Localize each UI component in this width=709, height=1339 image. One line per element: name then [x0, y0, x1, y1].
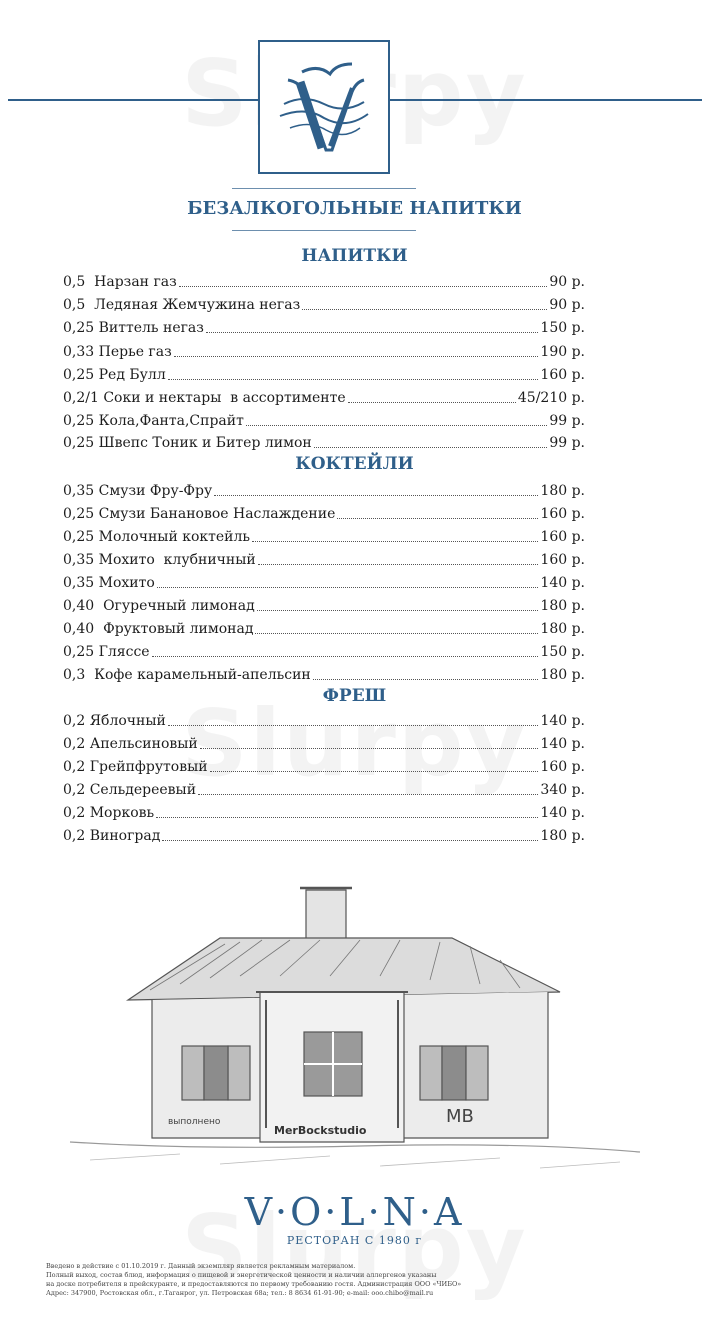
footer-line: Полный выход, состав блюд, информация о пищевой и энергетической ценности и наличии аллергенов указаны: [46, 1271, 437, 1279]
leader-dots: [210, 771, 539, 772]
item-name: 0,5 Нарзан газ: [63, 274, 177, 290]
menu-item: [63, 341, 585, 361]
footer-line: на доске потребителя в прейскуранте, и предоставляются по первому требованию гостя. Администрация ООО «ЧИБО»: [46, 1280, 462, 1288]
menu-item: [63, 710, 585, 730]
item-price: 150 р.: [540, 644, 585, 660]
menu-item: [63, 595, 585, 615]
item-name: 0,25 Ред Булл: [63, 367, 166, 383]
item-price: 180 р.: [540, 667, 585, 683]
item-name: 0,2 Морковь: [63, 805, 155, 821]
brand-subtitle: РЕСТОРАН С 1980 г: [286, 1234, 423, 1247]
item-name: 0,25 Гляссе: [63, 644, 150, 660]
header-line-right: [390, 99, 702, 101]
leader-dots: [348, 402, 516, 403]
item-name: 0,35 Смузи Фру-Фру: [63, 483, 213, 499]
item-name: 0,35 Мохито клубничный: [63, 552, 256, 568]
item-price: 180 р.: [540, 828, 585, 844]
item-price: 160 р.: [540, 759, 585, 775]
leader-dots: [179, 286, 548, 287]
menu-item: [63, 756, 585, 776]
item-name: 0,35 Мохито: [63, 575, 155, 591]
menu-item: [63, 432, 585, 452]
menu-item: [63, 317, 585, 337]
item-name: 0,3 Кофе карамельный-апельсин: [63, 667, 311, 683]
leader-dots: [174, 356, 539, 357]
menu-item: [63, 802, 585, 822]
item-price: 180 р.: [540, 598, 585, 614]
menu-item: [63, 480, 585, 500]
logo: [258, 40, 390, 174]
leader-dots: [157, 587, 539, 588]
item-name: 0,2 Виноград: [63, 828, 161, 844]
item-price: 340 р.: [540, 782, 585, 798]
menu-item: [63, 825, 585, 845]
item-name: 0,2 Грейпфрутовый: [63, 759, 208, 775]
menu-item: [63, 526, 585, 546]
section-title-cocktails: КОКТЕЙЛИ: [295, 454, 414, 474]
menu-item: [63, 549, 585, 569]
menu-item: [63, 664, 585, 684]
leader-dots: [200, 748, 539, 749]
item-price: 190 р.: [540, 344, 585, 360]
menu-item: [63, 364, 585, 384]
item-price: 160 р.: [540, 506, 585, 522]
menu-item: [63, 572, 585, 592]
item-price: 140 р.: [540, 575, 585, 591]
item-name: 0,25 Кола,Фанта,Спрайт: [63, 413, 244, 429]
leader-dots: [198, 794, 538, 795]
menu-item: [63, 618, 585, 638]
leader-dots: [162, 840, 538, 841]
menu-item: [63, 733, 585, 753]
footer-line: Адрес: 347900, Ростовская обл., г.Таганрог, ул. Петровская 68а; тел.: 8 8634 61-91-90; e-mail: ooo.chibo@mail.ru: [46, 1289, 434, 1297]
leader-dots: [337, 518, 538, 519]
item-name: 0,2 Яблочный: [63, 713, 166, 729]
leader-dots: [252, 541, 538, 542]
item-name: 0,25 Молочный коктейль: [63, 529, 251, 545]
item-name: 0,25 Швепс Тоник и Битер лимон: [63, 435, 312, 451]
leader-dots: [214, 495, 538, 496]
sketch-mark: MB: [446, 1106, 474, 1127]
menu-item: [63, 387, 585, 407]
item-price: 160 р.: [540, 529, 585, 545]
leader-dots: [152, 656, 539, 657]
item-price: 90 р.: [549, 297, 585, 313]
menu-item: [63, 410, 585, 430]
sketch-label-left: выполнено: [168, 1117, 221, 1127]
title-rule-top: [232, 188, 416, 189]
leader-dots: [258, 564, 539, 565]
leader-dots: [257, 610, 539, 611]
item-price: 140 р.: [540, 805, 585, 821]
item-price: 180 р.: [540, 621, 585, 637]
house-sketch: [0, 880, 709, 1180]
item-name: 0,25 Виттель негаз: [63, 320, 204, 336]
item-name: 0,25 Смузи Банановое Наслаждение: [63, 506, 336, 522]
item-name: 0,2/1 Соки и нектары в ассортименте: [63, 390, 346, 406]
leader-dots: [313, 679, 539, 680]
item-price: 160 р.: [540, 367, 585, 383]
item-price: 99 р.: [549, 413, 585, 429]
title-rule-bottom: [232, 230, 416, 231]
item-name: 0,2 Сельдереевый: [63, 782, 197, 798]
menu-item: [63, 641, 585, 661]
leader-dots: [156, 817, 538, 818]
footer-line: Введено в действие с 01.10.2019 г. Данный экземпляр является рекламным материалом.: [46, 1262, 356, 1270]
section-title-fresh: ФРЕШ: [322, 686, 387, 706]
item-name: 0,40 Фруктовый лимонад: [63, 621, 254, 637]
item-price: 160 р.: [540, 552, 585, 568]
menu-item: [63, 503, 585, 523]
leader-dots: [255, 633, 538, 634]
menu-item: [63, 294, 585, 314]
leader-dots: [168, 379, 539, 380]
item-name: 0,33 Перье газ: [63, 344, 172, 360]
leader-dots: [246, 425, 547, 426]
item-name: 0,2 Апельсиновый: [63, 736, 198, 752]
menu-item: [63, 779, 585, 799]
sketch-signature: MerBockstudio: [274, 1124, 367, 1137]
item-name: 0,5 Ледяная Жемчужина негаз: [63, 297, 301, 313]
header-line-left: [8, 99, 258, 101]
item-price: 140 р.: [540, 713, 585, 729]
v-logo-icon: [260, 42, 388, 172]
leader-dots: [168, 725, 539, 726]
leader-dots: [302, 309, 547, 310]
brand-name: V·O·L·N·A: [244, 1190, 465, 1234]
item-price: 180 р.: [540, 483, 585, 499]
item-price: 45/210 р.: [517, 390, 585, 406]
item-price: 150 р.: [540, 320, 585, 336]
leader-dots: [206, 332, 538, 333]
page-title: БЕЗАЛКОГОЛЬНЫЕ НАПИТКИ: [187, 198, 522, 219]
item-price: 99 р.: [549, 435, 585, 451]
section-title-drinks: НАПИТКИ: [301, 246, 408, 266]
leader-dots: [314, 447, 548, 448]
menu-item: [63, 271, 585, 291]
item-price: 90 р.: [549, 274, 585, 290]
item-price: 140 р.: [540, 736, 585, 752]
item-name: 0,40 Огуречный лимонад: [63, 598, 255, 614]
